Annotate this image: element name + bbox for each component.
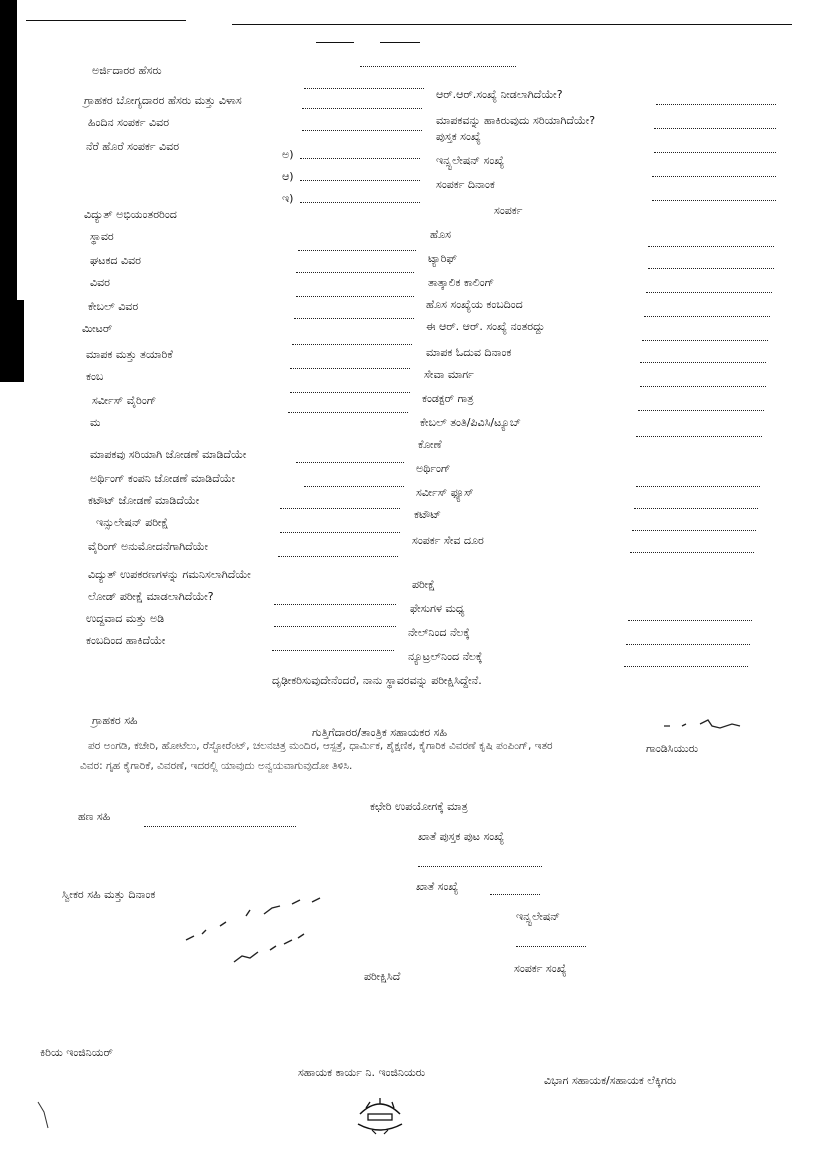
header-title-line	[360, 66, 516, 67]
left-label: ಲೋಡ್ ಪರೀಕ್ಷೆ ಮಾಡಲಾಗಿದೆಯೇ?	[88, 590, 214, 603]
contractor-signature-label: ಗುತ್ತಿಗೆದಾರರ/ತಾಂತ್ರಿಕ ಸಹಾಯಕರ ಸಹಿ	[312, 726, 448, 739]
field-line	[636, 436, 762, 437]
sub-marker-a: ಅ)	[282, 148, 294, 161]
field-line	[640, 362, 766, 363]
top-rule-short-2	[380, 42, 420, 43]
left-label: ಕಂಬದಿಂದ ಹಾಕಿದೆಯೇ	[86, 634, 166, 647]
right-label: ಅರ್ಥಿಂಗ್	[416, 462, 451, 475]
neighbour-connection-label: ನೆರೆ ಹೊರೆ ಸಂಪರ್ಕ ವಿವರ	[86, 140, 180, 153]
ledger-page-label: ಖಾತೆ ಪುಸ್ತಕ ಪುಟ ಸಂಖ್ಯೆ	[418, 830, 505, 843]
right-label: ಸರ್ವೀಸ್ ಫ್ಯೂಸ್	[416, 486, 474, 499]
field-line	[628, 620, 752, 621]
field-line	[272, 650, 394, 651]
connection-number-label: ಸಂಪರ್ಕ ಸಂಖ್ಯೆ	[514, 962, 567, 975]
right-label: ಫೇಸುಗಳ ಮಧ್ಯ	[410, 602, 465, 615]
left-label: ಇನ್ಸುಲೇಷನ್ ಪರೀಕ್ಷೆ	[96, 516, 169, 529]
office-seal-icon	[352, 1090, 408, 1140]
left-label: ವಿದ್ಯುತ್ ಅಭಿಯಂತರರಿಂದ	[84, 208, 177, 221]
consumer-signature-label: ಗ್ರಾಹಕರ ಸಹಿ	[92, 714, 138, 727]
field-line	[302, 108, 422, 109]
field-line	[632, 530, 756, 531]
handwritten-mark	[660, 714, 744, 736]
field-line	[280, 508, 400, 509]
field-line	[296, 296, 414, 297]
field-line	[288, 412, 408, 413]
book-number-label: ಪುಸ್ತಕ ಸಂಖ್ಯೆ	[436, 130, 481, 143]
field-line	[652, 176, 776, 177]
installation-number-label: ಇನ್ಸ್ಟಲೇಷನ್ ಸಂಖ್ಯೆ	[436, 154, 505, 167]
office-use-heading: ಕಛೇರಿ ಉಪಯೋಗಕ್ಕೆ ಮಾತ್ರ	[370, 800, 468, 813]
sub-marker-aa: ಆ)	[282, 170, 294, 183]
left-label: ಉದ್ದವಾದ ಮತ್ತು ಅಡಿ	[86, 612, 165, 625]
field-line	[654, 152, 776, 153]
footer-junior-engineer: ಕಿರಿಯ ಇಂಜಿನಿಯರ್	[40, 1046, 113, 1059]
rr-number-label: ಆರ್.ಆರ್.ಸಂಖ್ಯೆ ನೀಡಲಾಗಿದೆಯೇ?	[436, 88, 563, 101]
left-label: ವಿದ್ಯುತ್ ಉಪಕರಣಗಳನ್ನು ಗಮನಿಸಲಾಗಿದೆಯೇ	[88, 568, 251, 581]
installation-label: ಇನ್ಸ್ಟಲೇಷನ್	[516, 910, 560, 923]
field-line	[634, 508, 758, 509]
top-rule-left	[26, 20, 186, 21]
field-line	[292, 344, 412, 345]
right-label: ಕಟೌಟ್	[414, 508, 442, 521]
left-label: ವಿವರ	[90, 276, 110, 289]
field-line	[280, 532, 400, 533]
handwritten-signature	[180, 896, 330, 972]
usage-type-line-2: ವಿವರ: ಗೃಹ ಕೈಗಾರಿಕೆ, ವಿವರಣೆ, ಇದರಲ್ಲಿ ಯಾವುದು ಅನ್ವಯವಾಗುವುದೋ ತಿಳಿಸಿ.	[80, 760, 353, 772]
margin-mark	[36, 1100, 52, 1130]
field-line	[290, 368, 410, 369]
field-line	[296, 272, 414, 273]
previous-connection-label: ಹಿಂದಿನ ಸಂಪರ್ಕ ವಿವರ	[88, 116, 170, 129]
field-line	[648, 268, 774, 269]
left-label: ಸರ್ವೀಸ್ ವೈರಿಂಗ್	[92, 394, 157, 407]
field-line	[290, 392, 410, 393]
connection-date-label: ಸಂಪರ್ಕ ದಿನಾಂಕ	[436, 178, 495, 191]
field-line	[638, 410, 764, 411]
applicant-name-label: ಅರ್ಜಿದಾರರ ಹೆಸರು	[92, 64, 162, 77]
field-line	[274, 604, 396, 605]
field-line	[298, 250, 416, 251]
right-label: ಮಾಪಕ ಓದುವ ದಿನಾಂಕ	[426, 346, 512, 359]
scan-binding-edge-lower	[0, 300, 24, 382]
installation-line	[516, 946, 586, 947]
field-line	[636, 486, 760, 487]
top-rule-short	[316, 42, 354, 43]
ledger-line	[418, 866, 542, 867]
usage-type-line-1: ಪರ ಅಂಗಡಿ, ಕಚೇರಿ, ಹೋಟೆಲು, ರೆಸ್ಟೋರೆಂಟ್, ಚಲನಚಿತ್ರ ಮಂದಿರ, ಆಸ್ಪತ್ರೆ, ಧಾರ್ಮಿಕ, ಶೈಕ್ಷಣಿಕ, ಕೈಗಾರಿಕ ವಿವರಣೆ ಕೃಷಿ ಪಂಪಿಂಗ್, ಇತರ	[88, 740, 553, 752]
right-label: ಹೊಸ	[430, 228, 451, 241]
right-label: ಹೊಸ ಸಂಖ್ಯೆಯ ಕಂಬದಿಂದ	[426, 298, 523, 311]
right-label: ಕಂಡಕ್ಟರ್ ಗಾತ್ರ	[422, 392, 474, 405]
connection-label: ಸಂಪರ್ಕ	[494, 204, 523, 217]
left-label: ಮ	[90, 416, 101, 429]
field-line	[294, 318, 414, 319]
field-line	[642, 340, 768, 341]
right-label: ಸೇವಾ ಮಾರ್ಗ	[424, 368, 474, 381]
field-line	[304, 88, 424, 89]
field-line	[648, 246, 774, 247]
field-line	[626, 644, 750, 645]
left-label: ಅರ್ಥಿಂಗ್ ಕಂಪನಿ ಜೋಡಣೆ ಮಾಡಿದೆಯೇ	[90, 472, 236, 485]
left-label: ಘಟಕದ ವಿವರ	[90, 254, 141, 267]
account-number-label: ಖಾತೆ ಸಂಖ್ಯೆ	[416, 880, 459, 893]
meter-correct-label: ಮಾಪಕವನ್ನು ಹಾಕಿರುವುದು ಸರಿಯಾಗಿದೆಯೇ?	[436, 114, 596, 127]
inspected-label: ಪರೀಕ್ಷಿಸಿದೆ	[364, 970, 401, 983]
left-label: ಕಟೌಟ್ ಜೋಡಣೆ ಮಾಡಿದೆಯೇ	[88, 494, 200, 507]
right-label: ತಾತ್ಕಾಲಿಕ ಕಾಲಿಂಗ್	[428, 276, 495, 289]
field-line	[630, 552, 754, 553]
left-label: ಕೇಬಲ್ ವಿವರ	[88, 300, 139, 313]
left-label: ಮಾಪಕವು ಸರಿಯಾಗಿ ಜೋಡಣೆ ಮಾಡಿದೆಯೇ	[90, 448, 247, 461]
top-rule-right	[232, 24, 792, 25]
right-label: ಸಂಪರ್ಕ ಸೇವ ದೂರ	[412, 534, 484, 547]
field-line	[300, 180, 420, 181]
receiver-signature-label: ಸ್ವೀಕರ ಸಹಿ ಮತ್ತು ದಿನಾಂಕ	[62, 888, 156, 901]
field-line	[654, 128, 776, 129]
footer-assistant-engineer: ಸಹಾಯಕ ಕಾರ್ಯ ನಿ. ಇಂಜಿನಿಯರು	[298, 1066, 426, 1079]
certification-statement: ದೃಢೀಕರಿಸುವುದೇನೆಂದರೆ, ನಾನು ಸ್ಥಾವರವನ್ನು ಪರೀಕ್ಷಿಸಿದ್ದೇನೆ.	[272, 674, 482, 687]
left-label: ವೈರಿಂಗ್ ಅನುಮೋದನೆಗಾಗಿದೆಯೇ	[88, 540, 209, 553]
right-label: ಈ ಆರ್. ಆರ್. ಸಂಖ್ಯೆ ನಂತರದ್ದು	[426, 320, 545, 333]
sub-marker-i: ಇ)	[282, 192, 294, 205]
field-line	[302, 130, 422, 131]
field-line	[304, 486, 404, 487]
receipt-line	[144, 826, 296, 827]
field-line	[300, 202, 420, 203]
left-label: ಸ್ಥಾವರ	[90, 230, 114, 243]
field-line	[296, 462, 404, 463]
field-line	[652, 200, 776, 201]
right-label: ಪರೀಕ್ಷೆ	[412, 578, 436, 591]
field-line	[274, 626, 396, 627]
field-line	[656, 104, 776, 105]
field-line	[624, 666, 748, 667]
left-label: ಮೀಟರ್	[82, 322, 113, 335]
field-line	[278, 556, 398, 557]
right-label: ಕೇಬಲ್ ತಂತಿ/ಪಿವಿಸಿ/ಟ್ಯೂಬ್	[420, 416, 521, 429]
left-label: ಮಾಪಕ ಮತ್ತು ತಯಾರಿಕೆ	[86, 348, 173, 361]
left-label: ಕಂಬ	[86, 370, 104, 383]
field-line	[646, 292, 772, 293]
receipt-label: ಹಣ ಸಹಿ	[78, 810, 111, 823]
field-line	[640, 386, 766, 387]
account-line	[490, 894, 540, 895]
right-label: ನೇಲ್‌ನಿಂದ ನೆಲಕ್ಕೆ	[408, 626, 470, 639]
field-line	[644, 316, 770, 317]
signature-right-label: ಗಾಂಡಿಸಿಯುರು	[646, 742, 699, 755]
consumer-address-label: ಗ್ರಾಹಕರ ಬೋಗ್ಯದಾರರ ಹೆಸರು ಮತ್ತು ವಿಳಾಸ	[84, 94, 242, 107]
field-line	[300, 158, 420, 159]
right-label: ಟ್ಯಾರಿಫ್	[428, 252, 458, 265]
right-label: ನ್ಯೂಟ್ರಲ್‌ನಿಂದ ನೆಲಕ್ಕೆ	[408, 650, 483, 663]
footer-accounts-officer: ವಿಭಾಗ ಸಹಾಯಕ/ಸಹಾಯಕ ಲೆಕ್ಕಿಗರು	[544, 1074, 677, 1087]
right-label: ಕೋಣೆ	[418, 438, 442, 451]
